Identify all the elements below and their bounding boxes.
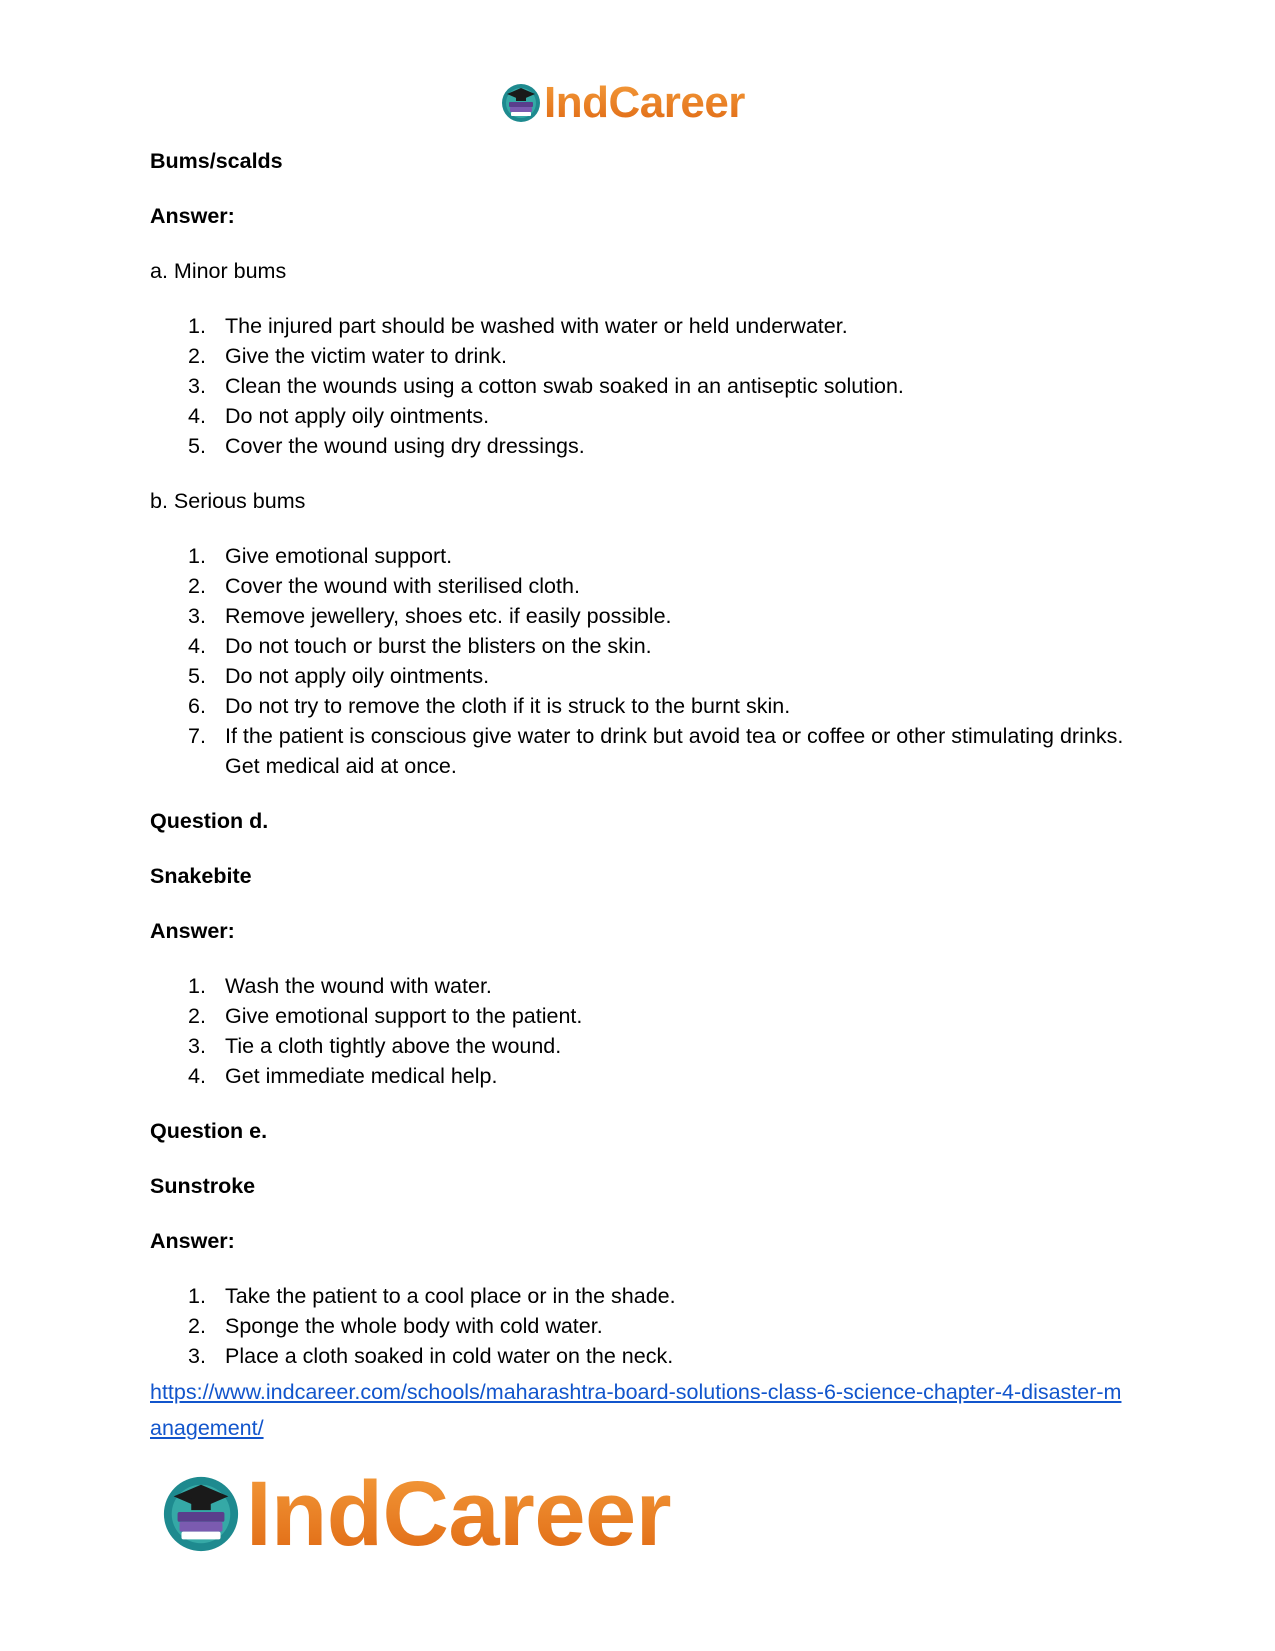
list-item: 3. Remove jewellery, shoes etc. if easily possible. — [188, 604, 672, 628]
list-item: 1. The injured part should be washed with water or held underwater. — [188, 314, 848, 338]
sunstroke-list — [150, 1281, 1130, 1371]
header-logo-text: IndCareer — [544, 78, 745, 127]
list-item: 5. Cover the wound using dry dressings. — [188, 434, 585, 458]
answer-label: Answer: — [150, 1229, 235, 1253]
logo-emblem-icon — [500, 82, 542, 124]
source-link[interactable]: https://www.indcareer.com/schools/maharashtra-board-solutions-class-6-science-chapter-4-disaster-management/ — [150, 1380, 1122, 1440]
list-item: 2. Sponge the whole body with cold water. — [188, 1314, 603, 1338]
list-item: 7. If the patient is conscious give water to drink but avoid tea or coffee or other stimulating drinks. Get medical aid at once. — [188, 724, 1124, 778]
list-item: 2. Cover the wound with sterilised cloth. — [188, 574, 580, 598]
document-body — [150, 146, 1130, 1446]
question-d-heading: Question d. — [150, 809, 269, 833]
footer-logo — [160, 1463, 671, 1565]
header-logo — [500, 80, 745, 126]
footer-logo-text: IndCareer — [246, 1463, 671, 1565]
list-item: 4. Get immediate medical help. — [188, 1064, 498, 1088]
list-item: 2. Give emotional support to the patient. — [188, 1004, 583, 1028]
answer-label: Answer: — [150, 919, 235, 943]
list-item: 1. Give emotional support. — [188, 544, 453, 568]
topic-heading-sunstroke: Sunstroke — [150, 1174, 256, 1198]
serious-burns-list — [150, 541, 1130, 781]
logo-emblem-icon — [160, 1473, 242, 1555]
minor-burns-list — [150, 311, 1130, 461]
list-item: 2. Give the victim water to drink. — [188, 344, 507, 368]
list-item: 1. Take the patient to a cool place or in the shade. — [188, 1284, 676, 1308]
serious-burns-heading: b. Serious bums — [150, 489, 306, 513]
answer-label: Answer: — [150, 204, 235, 228]
list-item: 4. Do not touch or burst the blisters on the skin. — [188, 634, 652, 658]
topic-heading-snakebite: Snakebite — [150, 864, 252, 888]
list-item: 4. Do not apply oily ointments. — [188, 404, 490, 428]
snakebite-list — [150, 971, 1130, 1091]
minor-burns-heading: a. Minor bums — [150, 259, 287, 283]
list-item: 1. Wash the wound with water. — [188, 974, 492, 998]
list-item: 5. Do not apply oily ointments. — [188, 664, 490, 688]
list-item: 6. Do not try to remove the cloth if it is struck to the burnt skin. — [188, 694, 791, 718]
list-item: 3. Place a cloth soaked in cold water on the neck. — [188, 1344, 674, 1368]
question-e-heading: Question e. — [150, 1119, 268, 1143]
list-item: 3. Tie a cloth tightly above the wound. — [188, 1034, 562, 1058]
topic-heading-burns: Bums/scalds — [150, 149, 283, 173]
list-item: 3. Clean the wounds using a cotton swab soaked in an antiseptic solution. — [188, 374, 904, 398]
